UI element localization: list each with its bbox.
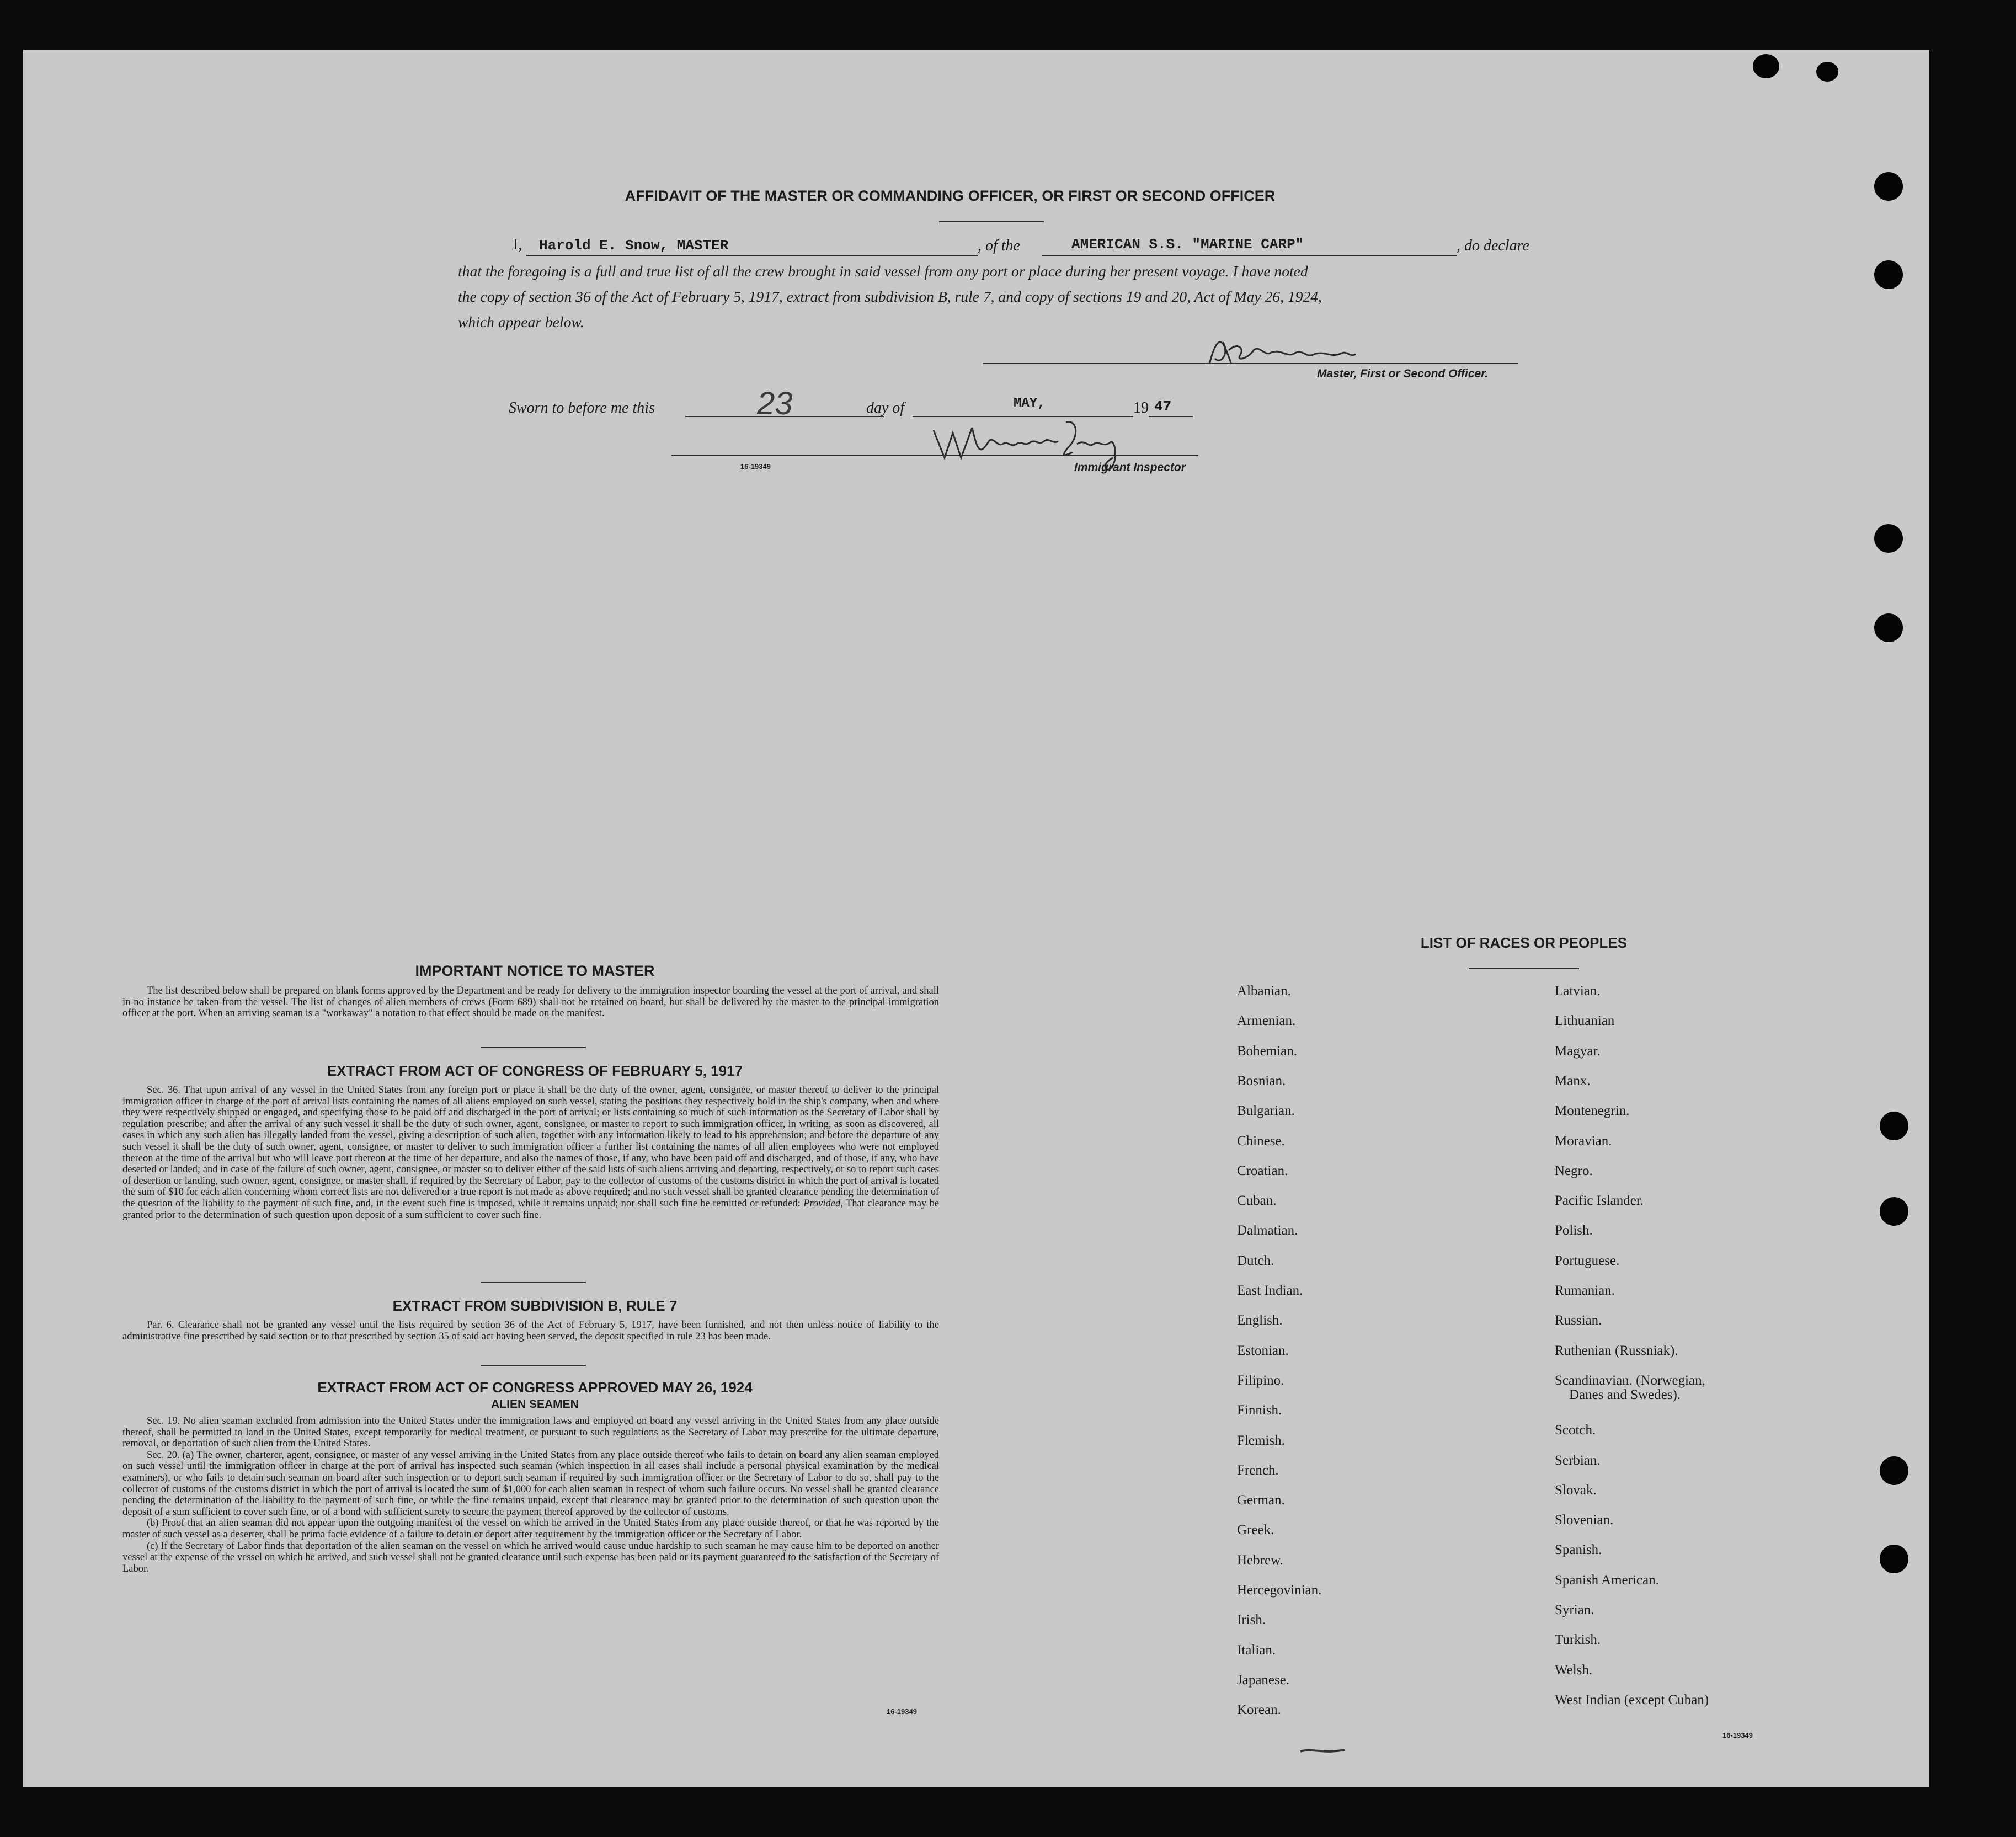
race-item: Albanian.	[1237, 984, 1291, 998]
inspector-signature-line	[671, 455, 1198, 456]
race-item: Italian.	[1237, 1642, 1276, 1658]
race-item: Syrian.	[1555, 1603, 1594, 1617]
officer-name-field: Harold E. Snow, MASTER	[539, 237, 729, 254]
officer-name-underline	[526, 255, 978, 256]
extract-1924-paragraph: Sec. 19. No alien seaman excluded from admission into the United States under the immigration laws and employed on board any vessel arriving in the United States from any place outside thereof, shall be permitted to land in the United States, except temporarily for medical treatment, or pursuant to such regulations as the Secretary of Labor may prescribe for the ultimate departure, removal, or deportation of such alien from the United States.	[122, 1416, 939, 1450]
race-item: Spanish.	[1555, 1542, 1602, 1558]
race-item: Greek.	[1237, 1523, 1274, 1538]
extract-1924-title: EXTRACT FROM ACT OF CONGRESS APPROVED MAY 26, 1924	[317, 1379, 753, 1396]
smudge-mark	[1298, 1743, 1347, 1760]
extract-rule7-title: EXTRACT FROM SUBDIVISION B, RULE 7	[392, 1297, 678, 1314]
races-title-underline	[1469, 968, 1579, 969]
race-item: Flemish.	[1237, 1433, 1285, 1448]
race-item: Portuguese.	[1555, 1253, 1620, 1268]
race-item: English.	[1237, 1313, 1283, 1328]
title-underline	[939, 221, 1044, 222]
race-item: Bulgarian.	[1237, 1103, 1295, 1119]
race-item: Slovenian.	[1555, 1513, 1614, 1528]
form-number: 16-19349	[887, 1707, 917, 1716]
extract-1924-paragraph: Sec. 20. (a) The owner, charterer, agent, consignee, or master of any vessel arriving in the United States from any place outside thereof who fails to detain on board any alien seaman employed on such vessel until the immigration officer in charge at the port of arrival has inspected such seaman (which inspection in all cases shall include a personal physical examination by the medical examiners), or who fails to detain such seaman on board after such inspection or to deport such seaman if required by such immigration officer or the Secretary of Labor to do so, shall pay to the collector of customs of the customs district in which the port of arrival is located the sum of $1,000 for each alien seaman in respect of whom such failure occurs. No vessel shall be granted clearance pending the determination of the liability to the payment of such fine, or while the fine remains unpaid, except that clearance may be granted prior to the determination of such question upon the deposit of a sum sufficient to cover such fine, or of a bond with sufficient surety to secure the payment thereof approved by the collector of customs.	[122, 1449, 939, 1518]
punch-hole	[1874, 172, 1903, 201]
races-title: LIST OF RACES OR PEOPLES	[1420, 934, 1628, 951]
race-item: Magyar.	[1555, 1043, 1601, 1059]
race-item: Latvian.	[1555, 984, 1601, 998]
race-item: Dutch.	[1237, 1253, 1274, 1268]
line1-prefix: I,	[513, 236, 522, 253]
race-item: Moravian.	[1555, 1133, 1612, 1149]
extract-1924-paragraph: (b) Proof that an alien seaman did not appear upon the outgoing manifest of the vessel on which he arrived in the United States from any place outside thereof, or that he was reported by the master of such vessel as a deserter, shall be prima facie evidence of a failure to detain or deport after requirement by the immigration officer or the Secretary of Labor.	[122, 1518, 939, 1540]
affidavit-body-line: that the foregoing is a full and true list of all the crew brought in said vessel from any port or place during her present voyage. I have noted	[458, 263, 1308, 280]
vessel-underline	[1042, 255, 1457, 256]
master-caption: Master, First or Second Officer.	[1317, 367, 1489, 380]
race-item: East Indian.	[1237, 1283, 1303, 1298]
punch-hole	[1753, 54, 1779, 78]
sworn-prefix: Sworn to before me this	[509, 399, 655, 416]
punch-hole	[1874, 613, 1903, 642]
race-item: Cuban.	[1237, 1193, 1277, 1209]
inspector-caption: Immigrant Inspector	[1074, 461, 1186, 474]
notice-text	[122, 985, 939, 1019]
race-item: West Indian (except Cuban)	[1555, 1692, 1709, 1707]
race-item: Armenian.	[1237, 1013, 1296, 1029]
extract-rule7-text	[122, 1320, 939, 1342]
section-divider	[481, 1282, 586, 1283]
document-page	[23, 50, 1929, 1787]
year-suffix-field: 47	[1154, 398, 1172, 415]
race-item: Pacific Islander.	[1555, 1193, 1644, 1209]
proviso-text: That clearance may be granted prior to the determination of such question upon deposit of a sum sufficient to cover such fine.	[122, 1198, 940, 1221]
race-item: Turkish.	[1555, 1632, 1601, 1648]
race-item: Spanish American.	[1555, 1572, 1659, 1588]
race-item: Filipino.	[1237, 1373, 1284, 1388]
form-number: 16-19349	[740, 462, 771, 471]
race-item: Croatian.	[1237, 1163, 1288, 1178]
race-item: Negro.	[1555, 1163, 1593, 1178]
punch-hole	[1880, 1545, 1908, 1573]
race-item: Danes and Swedes).	[1569, 1387, 1681, 1402]
master-signature-line	[983, 363, 1518, 364]
day-of-label: day of	[866, 399, 905, 416]
race-item: Scandinavian. (Norwegian,	[1555, 1373, 1705, 1388]
sworn-day-underline	[685, 416, 884, 417]
vessel-name-field: AMERICAN S.S. "MARINE CARP"	[1071, 236, 1304, 253]
affidavit-body-line: which appear below.	[458, 313, 584, 330]
race-item: French.	[1237, 1462, 1279, 1478]
race-item: Bohemian.	[1237, 1043, 1298, 1059]
of-the-label: , of the	[978, 237, 1020, 254]
extract-1917-title: EXTRACT FROM ACT OF CONGRESS OF FEBRUARY 5, 1917	[327, 1062, 743, 1079]
punch-hole	[1880, 1197, 1908, 1226]
race-item: Manx.	[1555, 1073, 1591, 1088]
notice-paragraph: The list described below shall be prepared on blank forms approved by the Department and be ready for delivery to the immigration inspector boarding the vessel at the port of arrival, and shall in no instance be taken from the vessel. The list of changes of alien members of crews (Form 689) shall not be retained on board, but shall be delivered by the master to the principal immigration officer at the port. When an arriving seaman is a "workaway" a notation to that effect should be made on the manifest.	[122, 985, 939, 1019]
race-item: Polish.	[1555, 1223, 1593, 1238]
race-item: Rumanian.	[1555, 1283, 1615, 1298]
race-item: Finnish.	[1237, 1403, 1282, 1418]
race-item: Estonian.	[1237, 1343, 1289, 1358]
extract-rule7-paragraph: Par. 6. Clearance shall not be granted any vessel until the lists required by section 36 of the Act of February 5, 1917, have been furnished, and not then unless notice of liability to the administrative fine prescribed by said section or to that prescribed by section 35 of said act having been served, the deposit specified in rule 23 has been made.	[122, 1320, 939, 1342]
extract-1924-subtitle: ALIEN SEAMEN	[491, 1398, 579, 1411]
year-prefix: 19	[1133, 399, 1149, 416]
race-item: Irish.	[1237, 1612, 1266, 1628]
race-item: Korean.	[1237, 1702, 1281, 1718]
extract-1924-text	[122, 1416, 939, 1574]
notice-title: IMPORTANT NOTICE TO MASTER	[415, 963, 655, 979]
race-item: Hercegovinian.	[1237, 1583, 1322, 1598]
race-item: Lithuanian	[1555, 1013, 1615, 1029]
sworn-month-field: MAY,	[1014, 396, 1046, 411]
proviso-label: Provided,	[803, 1198, 843, 1209]
affidavit-body-line: the copy of section 36 of the Act of February 5, 1917, extract from subdivision B, rule 7, and copy of sections 19 and 20, Act of May 26, 1924,	[458, 288, 1322, 305]
race-item: Montenegrin.	[1555, 1103, 1630, 1119]
form-number: 16-19349	[1722, 1731, 1753, 1739]
sworn-day-field: 23	[757, 386, 793, 421]
race-item: Hebrew.	[1237, 1552, 1283, 1568]
extract-1917-paragraph: Sec. 36. That upon arrival of any vessel in the United States from any foreign port or place it shall be the duty of the owner, agent, consignee, or master thereof to deliver to the principal immigration officer in charge of the port of arrival lists containing the names of all aliens employed on such vessel, stating the positions they respectively hold in the ship's company, when and where they were respectively shipped or engaged, and specifying those to be paid off and discharged in the port of arrival; or lists containing so much of such information as the Secretary of Labor shall by regulation prescribe; and after the arrival of any such vessel it shall be the duty of such owner, agent, consignee, or master to report to such immigration officer, in writing, as soon as discovered, all cases in which any such alien has illegally landed from the vessel, giving a description of such alien, together with any information likely to lead to his apprehension; and before the departure of any such vessel it shall be the duty of such owner, agent, consignee, or master to deliver to such immigration officer a further list containing the names of all alien employees who were not employed thereon at the time of the arrival but who will leave port thereon at the time of her departure, and also the names of those, if any, who have been paid off and discharged, and of those, if any, who have deserted or landed; and in case of the failure of such owner, agent, consignee, or master so to deliver either of the said lists of such aliens arriving and departing, respectively, or so to report such cases of desertion or landing, such owner, agent, consignee, or master shall, if required by the Secretary of Labor, pay to the collector of customs of the customs district in which the port of arrival is located the sum of $10 for each alien concerning whom correct lists are not delivered or a true report is not made as above required; and no such vessel shall be granted clearance pending the determination of the question of the liability to the payment of such fine, and, in the event such fine is imposed, while it remains unpaid; nor shall such fine be remitted or refunded:	[122, 1085, 939, 1209]
race-item: Welsh.	[1555, 1662, 1593, 1678]
extract-1924-paragraph: (c) If the Secretary of Labor finds that deportation of the alien seaman on the vessel on which he arrived would cause undue hardship to such seaman he may cause him to be deported on another vessel at the expense of the vessel on which he arrived, and such vessel shall not be granted clearance until such expense has been paid or its payment guaranteed to the satisfaction of the Secretary of Labor.	[122, 1540, 939, 1574]
race-item: Slovak.	[1555, 1482, 1597, 1498]
race-item: Chinese.	[1237, 1133, 1285, 1149]
extract-1917-text	[122, 1085, 939, 1221]
punch-hole	[1880, 1112, 1908, 1140]
punch-hole	[1880, 1456, 1908, 1485]
race-item: Serbian.	[1555, 1452, 1601, 1468]
section-divider	[481, 1047, 586, 1048]
punch-hole	[1874, 260, 1903, 289]
punch-hole	[1874, 524, 1903, 553]
race-item: Dalmatian.	[1237, 1223, 1298, 1238]
race-item: Scotch.	[1555, 1423, 1596, 1438]
affidavit-title: AFFIDAVIT OF THE MASTER OR COMMANDING OFFICER, OR FIRST OR SECOND OFFICER	[625, 188, 1276, 204]
punch-hole	[1816, 62, 1838, 82]
race-item: Russian.	[1555, 1313, 1602, 1328]
race-item: Ruthenian (Russniak).	[1555, 1343, 1678, 1358]
race-item: Japanese.	[1237, 1672, 1290, 1688]
section-divider	[481, 1365, 586, 1366]
race-item: German.	[1237, 1493, 1285, 1508]
affidavit-line-1	[513, 237, 522, 253]
do-declare-label: , do declare	[1457, 237, 1529, 254]
race-item: Bosnian.	[1237, 1073, 1286, 1088]
